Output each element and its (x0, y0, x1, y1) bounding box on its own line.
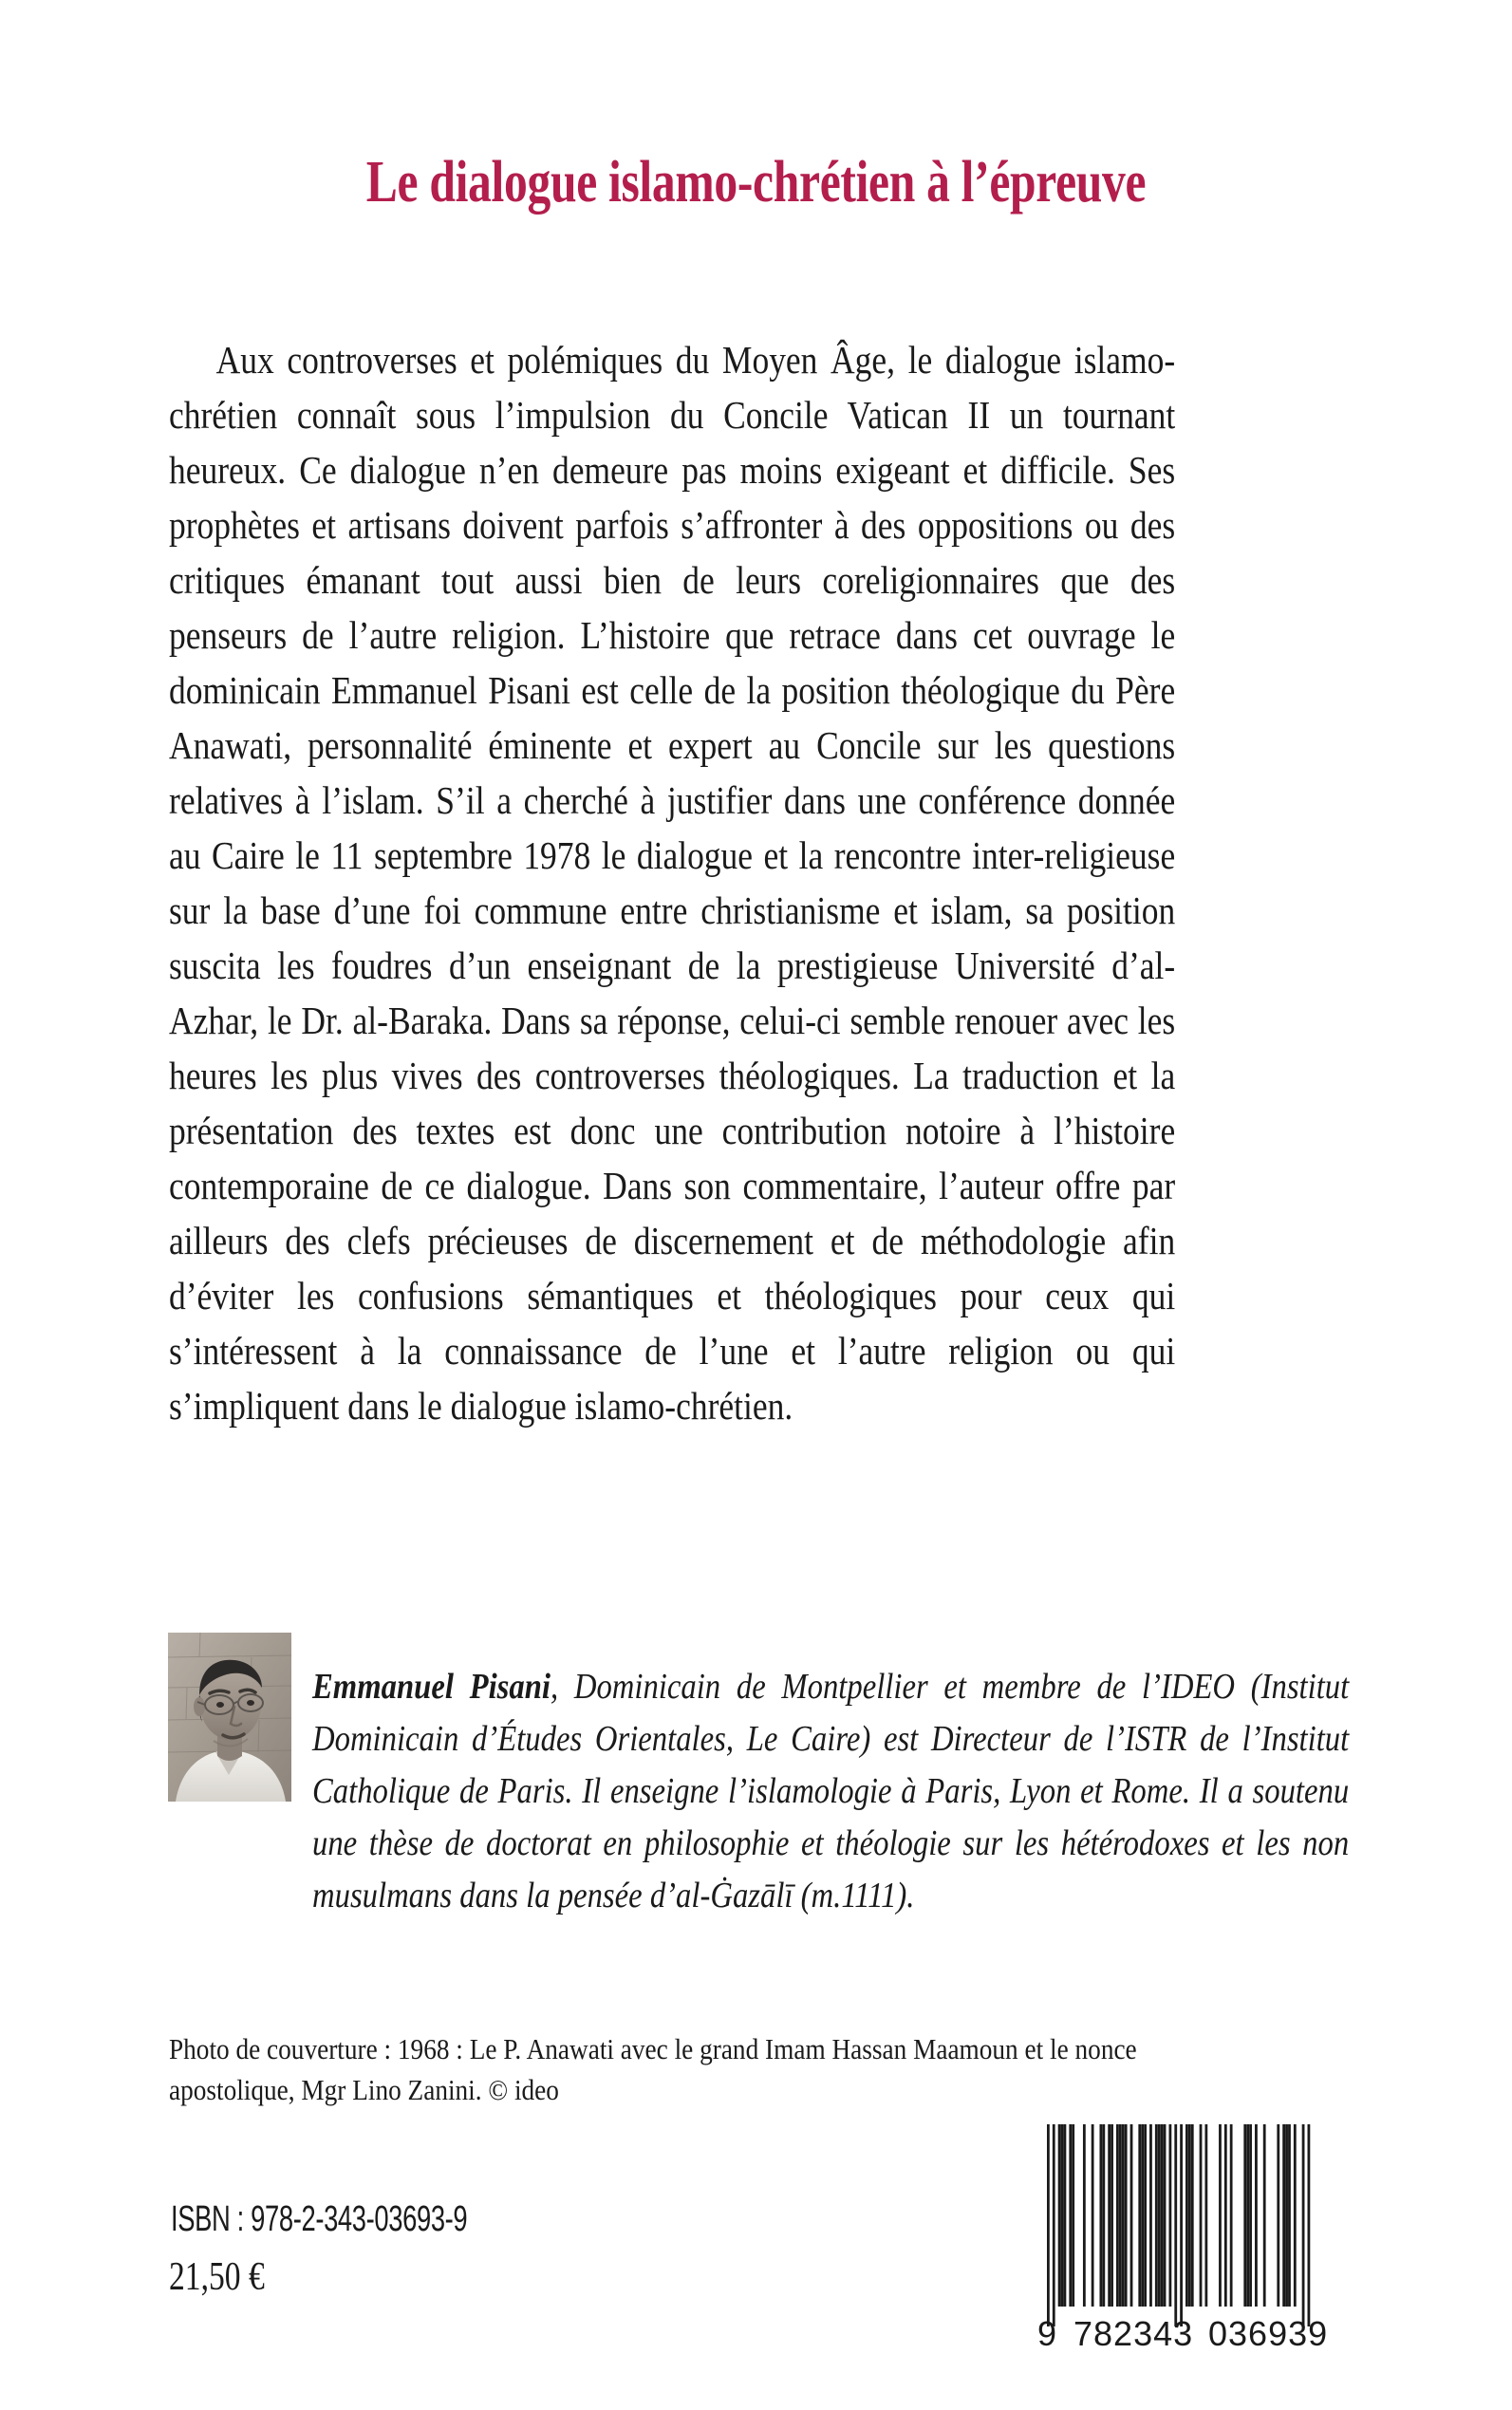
author-bio-block (168, 1625, 1350, 1958)
page-title: Le dialogue islamo-chrétien à l’épreuve (365, 149, 1147, 215)
svg-text:9: 9 (1037, 2314, 1058, 2352)
author-portrait-photo (168, 1633, 291, 1802)
blurb-text: Aux controverses et polémiques du Moyen Âge, le dialogue islamo-chrétien connaît sous l’impulsion du Concile Vatican II un tournant heureux. Ce dialogue n’en demeure pas moins exigeant et difficile. Ses prophètes et artisans doivent parfois s’affronter à des oppositions ou des critiques émanant tout aussi bien de leurs coreligionnaires que des penseurs de l’autre religion. L’histoire que retrace dans cet ouvrage le dominicain Emmanuel Pisani est celle de la position théologique du Père Anawati, personnalité éminente et expert au Concile sur les questions relatives à l’islam. S’il a cherché à justifier dans une conférence donnée au Caire le 11 septembre 1978 le dialogue et la rencontre inter-religieuse sur la base d’une foi commune entre christianisme et islam, sa position suscita les foudres d’un enseignant de la prestigieuse Université d’al-Azhar, le Dr. al-Baraka. Dans sa réponse, celui-ci semble renouer avec les heures les plus vives des controverses théologiques. La traduction et la présentation des textes est donc une contribution notoire à l’histoire contemporaine de ce dialogue. Dans son commentaire, l’auteur offre par ailleurs des clefs précieuses de discernement et de méthodologie afin d’éviter les confusions sémantiques et théologiques pour ceux qui s’intéressent à la connaissance de l’une et l’autre religion ou qui s’impliquent dans le dialogue islamo-chrétien. (169, 338, 1176, 1428)
svg-text:036939: 036939 (1208, 2314, 1329, 2352)
ean13-barcode (1034, 2120, 1347, 2352)
author-bio-text (312, 1661, 1349, 1922)
photo-credit: Photo de couverture : 1968 : Le P. Anawati avec le grand Imam Hassan Maamoun et le nonce apostolique, Mgr Lino Zanini. © ideo (169, 2032, 1137, 2106)
svg-text:782343: 782343 (1073, 2314, 1194, 2352)
author-name: Emmanuel Pisani (312, 1667, 551, 1707)
price-label: 21,50 € (169, 2255, 265, 2299)
author-bio-body: , Dominicain de Montpellier et membre de l’IDEO (Institut Dominicain d’Études Orientales, Le Caire) est Directeur de l’ISTR de l’Institut Catholique de Paris. Il enseigne l’islamologie à Paris, Lyon et Rome. Il a soutenu une thèse de doctorat en philosophie et théologie sur les hétérodoxes et les non musulmans dans la pensée d’al-Ġazālī (m.1111). (312, 1667, 1350, 1915)
isbn-label: ISBN : 978-2-343-03693-9 (171, 2199, 468, 2239)
